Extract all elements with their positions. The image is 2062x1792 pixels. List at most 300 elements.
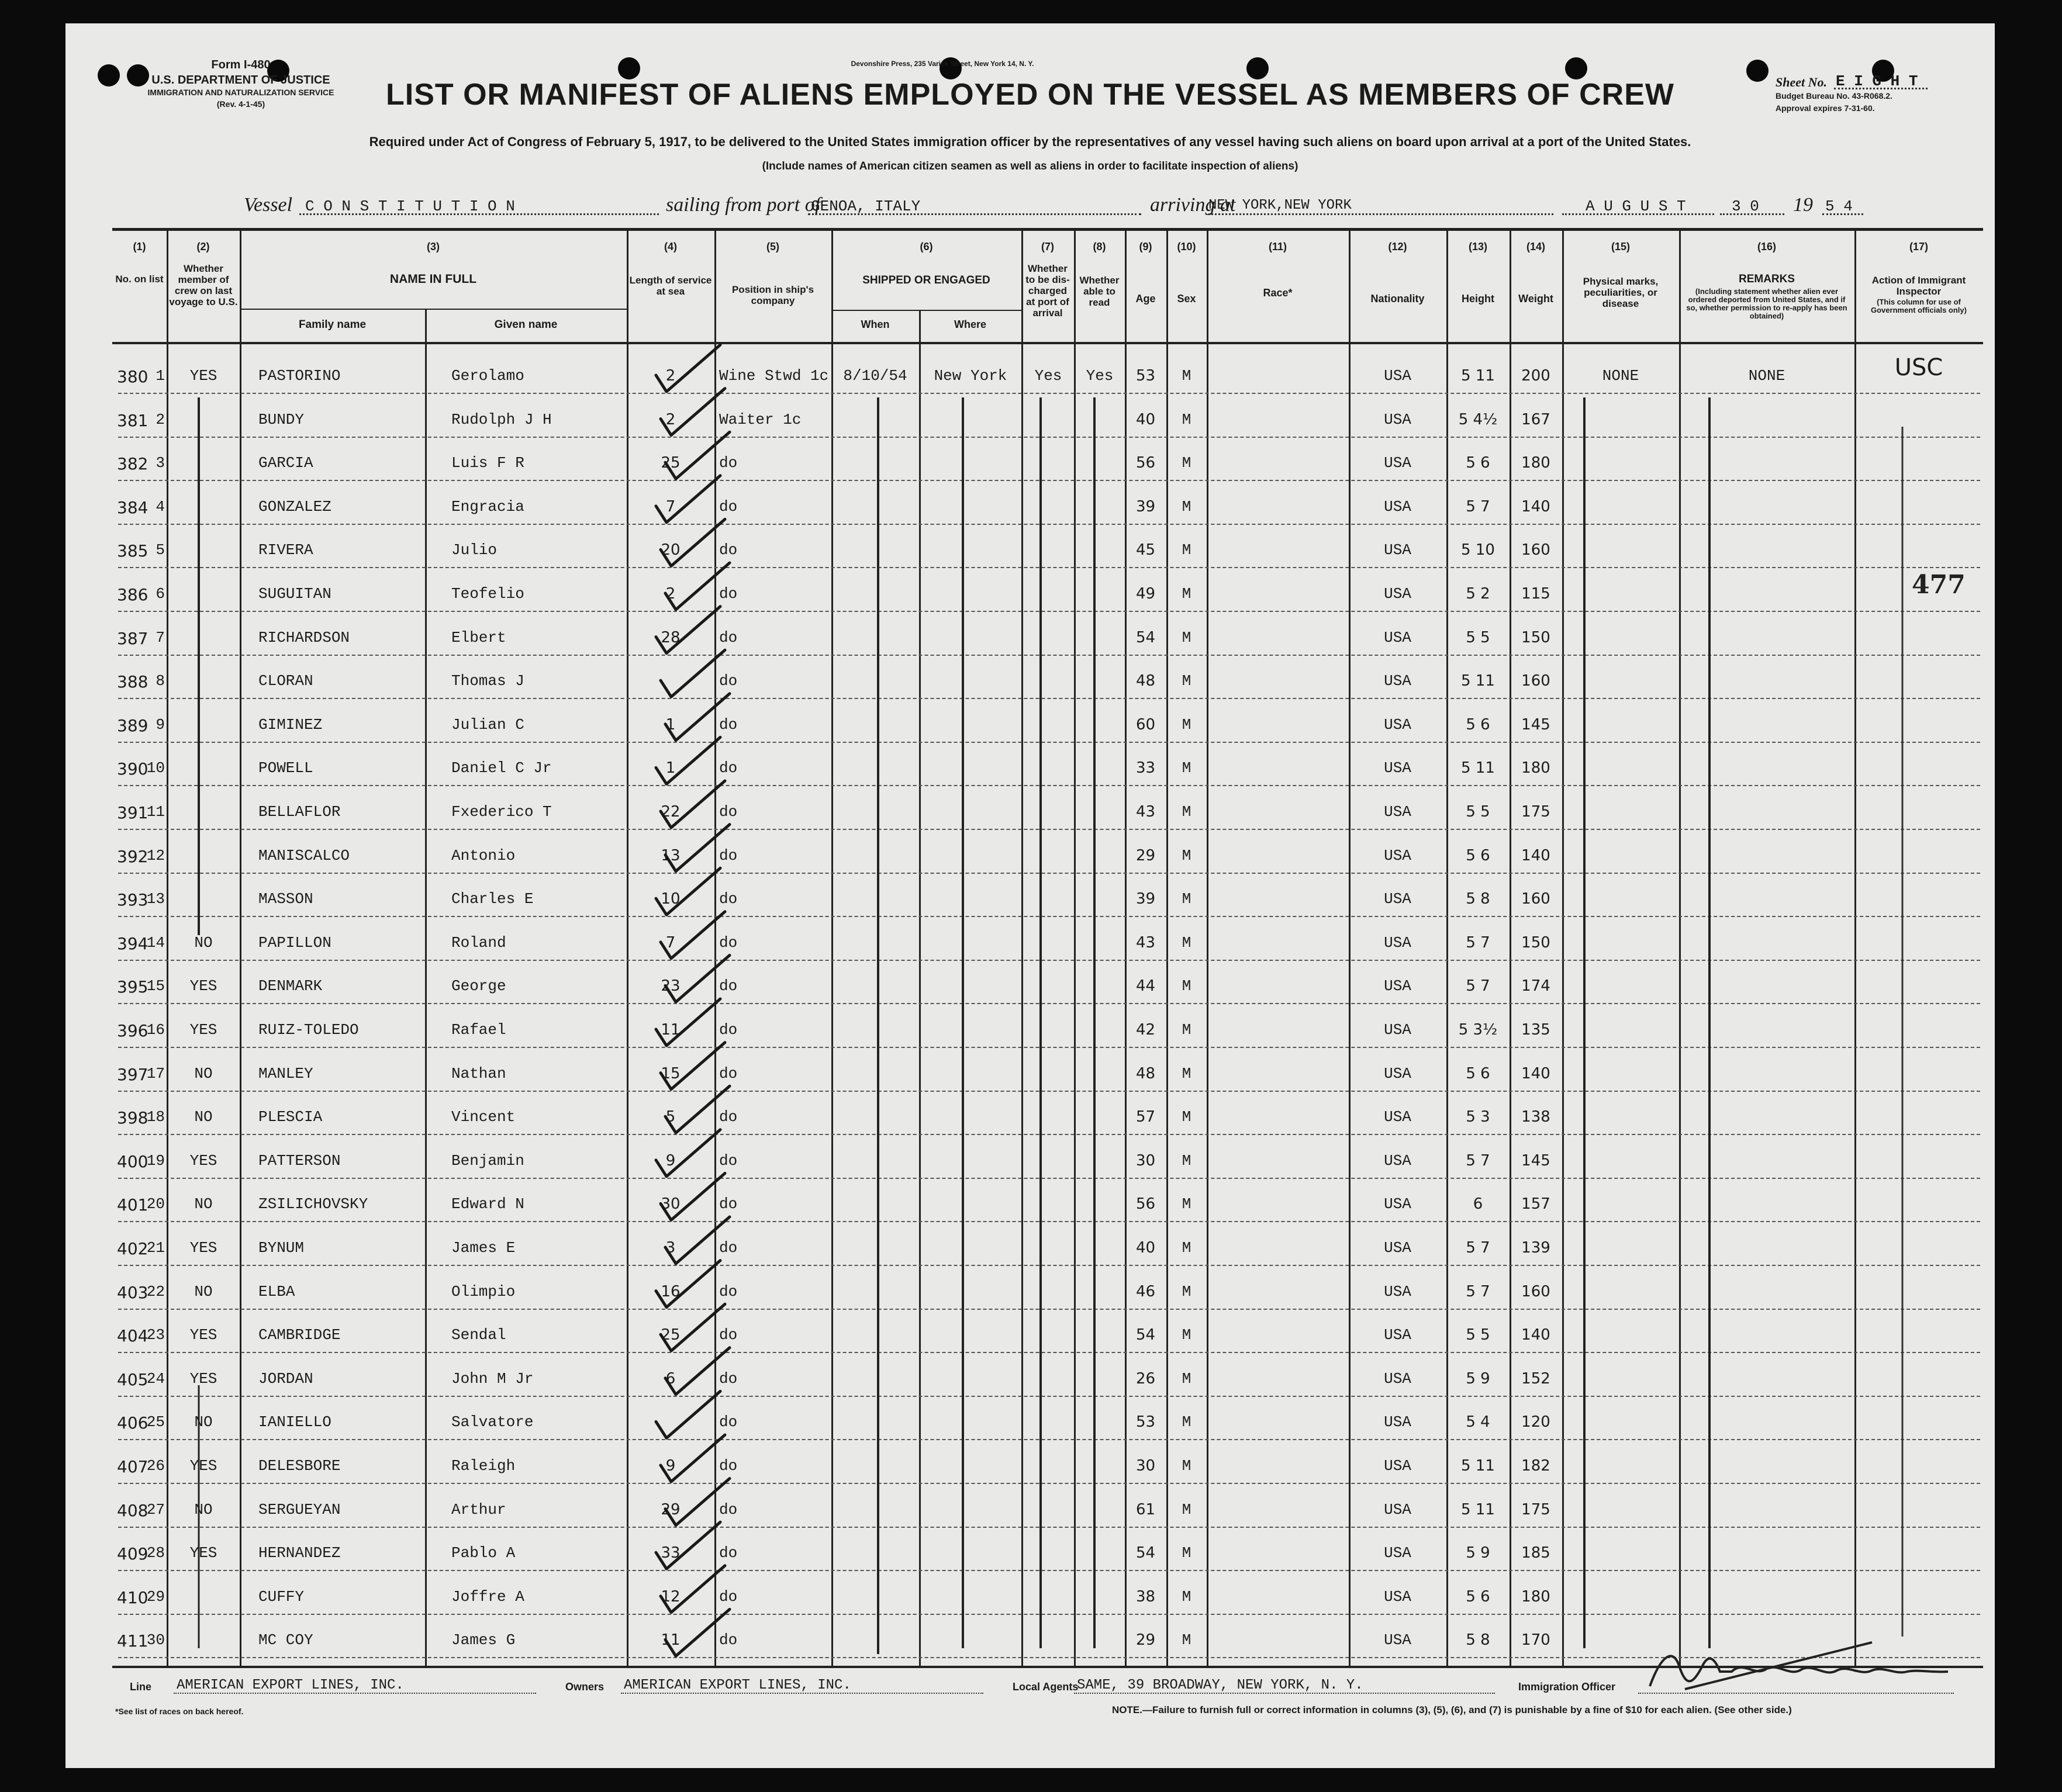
vessel-label: Vessel: [244, 194, 293, 216]
cell-height: 6: [1473, 1195, 1483, 1213]
cell-height: 5 5: [1466, 628, 1490, 646]
cell-service: 6: [665, 1369, 676, 1388]
colnum-3: (3): [427, 241, 440, 252]
cell-weight: 150: [1521, 933, 1550, 952]
budget-bureau: Budget Bureau No. 43-R068.2.: [1776, 91, 1892, 101]
cell-member: NO: [194, 1413, 213, 1431]
cell-weight: 180: [1521, 454, 1550, 472]
cell-no: 8: [156, 672, 165, 690]
cell-family: MASSON: [258, 890, 313, 908]
cell-list: 384: [117, 497, 148, 517]
cell-height: 5 11: [1461, 367, 1495, 385]
cell-service: 2: [665, 410, 676, 428]
year-prefix: 19: [1793, 194, 1813, 216]
cell-position: do: [719, 497, 738, 516]
cell-age: 53: [1135, 1413, 1156, 1431]
cell-family: DELESBORE: [258, 1457, 341, 1475]
cell-list: 403: [117, 1282, 148, 1302]
cell-given: Raleigh: [451, 1457, 516, 1475]
cell-nationality: USA: [1384, 1326, 1411, 1344]
cell-service: 15: [661, 1064, 681, 1082]
cell-position: do: [719, 1064, 738, 1082]
cell-list: 409: [117, 1544, 148, 1564]
cell-position: do: [719, 1021, 738, 1039]
cell-family: POWELL: [258, 759, 313, 777]
cell-sex: M: [1182, 1587, 1191, 1606]
cell-family: ELBA: [258, 1282, 295, 1300]
cell-given: Charles E: [451, 890, 534, 908]
cell-nationality: USA: [1384, 1108, 1411, 1126]
cell-weight: 160: [1521, 890, 1550, 908]
cell-member: YES: [189, 1544, 217, 1562]
cell-when: 8/10/54: [843, 367, 907, 385]
header-length-of-service: Length of service at sea: [629, 275, 712, 297]
check-mark: [656, 607, 720, 653]
cell-weight: 182: [1521, 1457, 1550, 1475]
cell-no: 22: [146, 1282, 165, 1300]
cell-service: 13: [661, 846, 681, 864]
colnum-9: (9): [1139, 241, 1152, 252]
cell-height: 5 2: [1466, 585, 1490, 603]
cell-no: 14: [146, 933, 165, 952]
cell-sex: M: [1182, 1064, 1191, 1082]
header-where: Where: [954, 319, 986, 330]
cell-position: do: [719, 541, 738, 559]
cell-member: NO: [194, 1282, 213, 1300]
cell-list: 386: [117, 585, 148, 604]
cell-height: 5 7: [1466, 977, 1490, 995]
port-to: NEW YORK,NEW YORK: [1208, 198, 1352, 213]
cell-position: do: [719, 1500, 738, 1518]
cell-member: NO: [194, 1195, 213, 1213]
check-mark: [665, 432, 730, 479]
cell-member: YES: [189, 367, 217, 385]
cell-position: do: [719, 977, 738, 995]
cell-list: 381: [117, 410, 148, 430]
cell-service: 20: [661, 541, 681, 559]
cell-age: 39: [1135, 497, 1156, 516]
cell-position: Waiter 1c: [719, 410, 802, 428]
cell-member: NO: [194, 933, 213, 952]
cell-height: 5 7: [1466, 1239, 1490, 1257]
cell-weight: 175: [1521, 803, 1550, 821]
cell-weight: 174: [1521, 977, 1550, 995]
cell-nationality: USA: [1384, 1500, 1411, 1518]
cell-age: 54: [1135, 1544, 1156, 1562]
header-sex: Sex: [1177, 293, 1196, 305]
cell-family: HERNANDEZ: [258, 1544, 341, 1562]
form-revision: (Rev. 4-1-45): [216, 99, 265, 109]
cell-given: Olimpio: [451, 1282, 516, 1300]
cell-member: NO: [194, 1500, 213, 1518]
cell-position: do: [719, 1151, 738, 1170]
cell-given: Teofelio: [451, 585, 524, 603]
check-mark: [661, 912, 725, 959]
colnum-4: (4): [664, 241, 677, 252]
cell-height: 5 3½: [1458, 1021, 1498, 1039]
cell-list: 402: [117, 1239, 148, 1258]
cell-no: 11: [146, 803, 165, 821]
cell-weight: 138: [1521, 1108, 1550, 1126]
cell-weight: 120: [1521, 1413, 1550, 1431]
cell-sex: M: [1182, 1151, 1191, 1170]
check-mark: [661, 1173, 725, 1220]
check-mark: [665, 955, 730, 1002]
cell-family: RUIZ-TOLEDO: [258, 1021, 359, 1039]
cell-no: 4: [156, 497, 165, 516]
cell-position: do: [719, 585, 738, 603]
cell-weight: 140: [1521, 497, 1550, 516]
cell-list: 382: [117, 454, 148, 474]
cell-family: PASTORINO: [258, 367, 341, 385]
cell-family: DENMARK: [258, 977, 323, 995]
cell-no: 27: [146, 1500, 165, 1518]
cell-height: 5 6: [1466, 846, 1490, 864]
cell-sex: M: [1182, 628, 1191, 646]
cell-nationality: USA: [1384, 585, 1411, 603]
cell-family: GARCIA: [258, 454, 313, 472]
cell-age: 60: [1135, 715, 1156, 734]
colnum-2: (2): [196, 241, 210, 252]
header-remarks-note: (Including statement whether alien ever ordered deported from United States, and if so, whether permission to re-apply has been obtained): [1686, 287, 1847, 320]
form-subnote: (Include names of American citizen seamen as well as aliens in order to facilitate inspection of aliens): [762, 160, 1298, 172]
cell-height: 5 6: [1466, 715, 1490, 734]
cell-no: 6: [156, 585, 165, 603]
cell-height: 5 11: [1461, 672, 1495, 690]
cell-sex: M: [1182, 1239, 1191, 1257]
cell-position: do: [719, 1413, 738, 1431]
cell-list: 385: [117, 541, 148, 561]
cell-family: MANLEY: [258, 1064, 313, 1082]
cell-nationality: USA: [1384, 541, 1411, 559]
cell-family: GIMINEZ: [258, 715, 323, 734]
cell-no: 28: [146, 1544, 165, 1562]
cell-nationality: USA: [1384, 1282, 1411, 1300]
header-age: Age: [1135, 293, 1156, 305]
form-subtitle: Required under Act of Congress of February 5, 1917, to be delivered to the United States immigration officer by the representatives of any vessel having such aliens on board upon arrival at a port of the United States.: [369, 134, 1691, 149]
manifest-sheet: [65, 23, 1995, 1768]
cell-service: 12: [661, 1587, 681, 1606]
cell-no: 18: [146, 1108, 165, 1126]
header-name-in-full: NAME IN FULL: [389, 272, 477, 286]
cell-list: 380: [117, 367, 148, 386]
cell-weight: 167: [1521, 410, 1550, 428]
cell-nationality: USA: [1384, 1064, 1411, 1082]
cell-family: RIVERA: [258, 541, 313, 559]
cell-sex: M: [1182, 454, 1191, 472]
cell-age: 26: [1135, 1369, 1156, 1388]
header-position: Position in ship's company: [731, 284, 814, 306]
cell-service: 11: [661, 1021, 681, 1039]
cell-sex: M: [1182, 497, 1191, 516]
cell-list: 411: [117, 1631, 148, 1651]
cell-position: do: [719, 1282, 738, 1300]
cell-height: 5 9: [1466, 1369, 1490, 1388]
cell-given: Benjamin: [451, 1151, 524, 1170]
header-no-on-list: No. on list: [115, 274, 164, 285]
cell-given: Engracia: [451, 497, 524, 516]
cell-family: SUGUITAN: [258, 585, 331, 603]
sailing-label: sailing from port of: [666, 194, 821, 216]
cell-member: YES: [189, 1369, 217, 1388]
cell-list: 389: [117, 715, 148, 735]
cell-position: do: [719, 454, 738, 472]
cell-sex: M: [1182, 410, 1191, 428]
races-footnote: *See list of races on back hereof.: [115, 1707, 244, 1716]
colnum-7: (7): [1041, 241, 1054, 252]
check-mark: [661, 650, 725, 697]
cell-sex: M: [1182, 585, 1191, 603]
cell-remarks: NONE: [1748, 367, 1785, 385]
arrival-month: A U G U S T: [1586, 198, 1686, 215]
cell-no: 24: [146, 1369, 165, 1388]
check-mark: [656, 1130, 720, 1177]
cell-position: do: [719, 1239, 738, 1257]
header-action-note: (This column for use of Government officials only): [1871, 297, 1967, 314]
colnum-13: (13): [1468, 241, 1487, 252]
colnum-11: (11): [1268, 241, 1287, 252]
cell-member: YES: [189, 1326, 217, 1344]
check-mark: [661, 389, 725, 435]
officer-signature: [1638, 1631, 1966, 1701]
cell-height: 5 5: [1466, 803, 1490, 821]
cell-sex: M: [1182, 1195, 1191, 1213]
cell-height: 5 3: [1466, 1108, 1490, 1126]
cell-given: James E: [451, 1239, 516, 1257]
check-mark: [656, 1391, 720, 1438]
cell-age: 57: [1135, 1108, 1156, 1126]
check-mark: [661, 781, 725, 828]
cell-family: PLESCIA: [258, 1108, 323, 1126]
cell-service: 2: [665, 585, 676, 603]
cell-age: 48: [1135, 672, 1156, 690]
cell-family: GONZALEZ: [258, 497, 331, 516]
cell-discharged: Yes: [1034, 367, 1062, 385]
cell-height: 5 10: [1461, 541, 1495, 559]
cell-no: 9: [156, 715, 165, 734]
footer-line-value: AMERICAN EXPORT LINES, INC.: [177, 1677, 404, 1693]
colnum-10: (10): [1177, 241, 1196, 252]
check-mark: [656, 476, 720, 523]
cell-age: 38: [1135, 1587, 1156, 1606]
cell-nationality: USA: [1384, 1631, 1411, 1649]
cell-given: Sendal: [451, 1326, 506, 1344]
cell-list: 388: [117, 672, 148, 692]
cell-age: 43: [1135, 803, 1156, 821]
cell-weight: 160: [1521, 672, 1550, 690]
check-mark: [665, 563, 730, 610]
cell-member: YES: [189, 1021, 217, 1039]
colnum-6: (6): [920, 241, 933, 252]
cell-no: 7: [156, 628, 165, 646]
cell-sex: M: [1182, 977, 1191, 995]
cell-list: 406: [117, 1413, 148, 1433]
cell-nationality: USA: [1384, 759, 1411, 777]
cell-height: 5 8: [1466, 1631, 1490, 1649]
cell-member: YES: [189, 977, 217, 995]
cell-service: 9: [665, 1151, 676, 1170]
check-marks: [65, 23, 1995, 1768]
cell-position: do: [719, 715, 738, 734]
footer-line-label: Line: [130, 1681, 152, 1693]
cell-given: Julian C: [451, 715, 524, 734]
cell-height: 5 7: [1466, 497, 1490, 516]
cell-given: Thomas J: [451, 672, 524, 690]
cell-no: 19: [146, 1151, 165, 1170]
header-given-name: Given name: [494, 319, 558, 331]
cell-list: 401: [117, 1195, 148, 1215]
cell-given: Pablo A: [451, 1544, 516, 1562]
cell-service: 3: [665, 1239, 676, 1257]
cell-service: 25: [661, 1326, 681, 1344]
colnum-15: (15): [1611, 241, 1630, 252]
cell-height: 5 6: [1466, 1587, 1490, 1606]
cell-weight: 140: [1521, 846, 1550, 864]
cell-nationality: USA: [1384, 1021, 1411, 1039]
sheet-number: E I G H T: [1836, 72, 1918, 90]
cell-no: 30: [146, 1631, 165, 1649]
check-mark: [661, 1435, 725, 1482]
cell-position: do: [719, 1108, 738, 1126]
cell-position: do: [719, 1457, 738, 1475]
cell-list: 397: [117, 1064, 148, 1084]
approval-expiry: Approval expires 7-31-60.: [1776, 103, 1875, 113]
cell-family: BUNDY: [258, 410, 305, 428]
cell-age: 54: [1135, 628, 1156, 646]
cell-position: do: [719, 1195, 738, 1213]
header-shipped-or-engaged: SHIPPED OR ENGAGED: [862, 274, 990, 286]
cell-list: 392: [117, 846, 148, 866]
cell-list: 387: [117, 628, 148, 648]
check-mark: [656, 999, 720, 1046]
printer-credit: Devonshire Press, 235 Varick Street, New York 14, N. Y.: [851, 60, 1034, 68]
cell-service: 23: [661, 977, 681, 995]
cell-height: 5 7: [1466, 933, 1490, 952]
cell-no: 16: [146, 1021, 165, 1039]
cell-nationality: USA: [1384, 410, 1411, 428]
check-mark: [665, 694, 730, 741]
cell-nationality: USA: [1384, 1195, 1411, 1213]
cell-family: IANIELLO: [258, 1413, 331, 1431]
check-mark: [665, 1217, 730, 1264]
cell-family: MC COY: [258, 1631, 313, 1649]
cell-weight: 157: [1521, 1195, 1550, 1213]
cell-age: 40: [1135, 1239, 1156, 1257]
cell-no: 3: [156, 454, 165, 472]
cell-age: 53: [1135, 367, 1156, 385]
cell-no: 10: [146, 759, 165, 777]
cell-weight: 185: [1521, 1544, 1550, 1562]
cell-position: do: [719, 1631, 738, 1649]
cell-no: 26: [146, 1457, 165, 1475]
check-mark: [656, 737, 720, 784]
header-when: When: [861, 319, 890, 330]
cell-height: 5 11: [1461, 759, 1495, 777]
arriving-label: arriving at: [1150, 194, 1236, 216]
cell-no: 17: [146, 1064, 165, 1082]
cell-height: 5 7: [1466, 1282, 1490, 1300]
form-number: Form I-480: [211, 58, 271, 71]
cell-given: Joffre A: [451, 1587, 524, 1606]
cell-physical: NONE: [1602, 367, 1639, 385]
cell-nationality: USA: [1384, 497, 1411, 516]
cell-given: Arthur: [451, 1500, 506, 1518]
footer-agents-value: SAME, 39 BROADWAY, NEW YORK, N. Y.: [1077, 1677, 1363, 1693]
check-mark: [661, 1043, 725, 1089]
cell-weight: 170: [1521, 1631, 1550, 1649]
cell-list: 395: [117, 977, 148, 997]
header-race: Race*: [1263, 287, 1293, 299]
cell-list: 390: [117, 759, 148, 779]
cell-sex: M: [1182, 541, 1191, 559]
cell-weight: 140: [1521, 1326, 1550, 1344]
colnum-17: (17): [1909, 241, 1928, 252]
cell-position: do: [719, 890, 738, 908]
cell-given: Edward N: [451, 1195, 524, 1213]
cell-weight: 180: [1521, 1587, 1550, 1606]
cell-age: 45: [1135, 541, 1156, 559]
cell-given: Nathan: [451, 1064, 506, 1082]
service-name: IMMIGRATION AND NATURALIZATION SERVICE: [147, 88, 334, 97]
cell-list: 391: [117, 803, 148, 822]
cell-service: 11: [661, 1631, 681, 1649]
cell-age: 61: [1135, 1500, 1156, 1518]
cell-age: 54: [1135, 1326, 1156, 1344]
cell-service: 16: [661, 1282, 681, 1300]
cell-sex: M: [1182, 1413, 1191, 1431]
check-mark: [665, 1609, 730, 1656]
check-mark: [665, 825, 730, 871]
cell-age: 48: [1135, 1064, 1156, 1082]
cell-nationality: USA: [1384, 672, 1411, 690]
cell-member: NO: [194, 1108, 213, 1126]
cell-read: Yes: [1086, 367, 1114, 385]
cell-service: 22: [661, 803, 681, 821]
cell-nationality: USA: [1384, 715, 1411, 734]
cell-nationality: USA: [1384, 1587, 1411, 1606]
footer-owners-value: AMERICAN EXPORT LINES, INC.: [624, 1677, 851, 1693]
cell-weight: 145: [1521, 1151, 1550, 1170]
cell-age: 29: [1135, 846, 1156, 864]
cell-given: Gerolamo: [451, 367, 524, 385]
cell-age: 42: [1135, 1021, 1156, 1039]
cell-age: 30: [1135, 1457, 1156, 1475]
cell-given: Fxederico T: [451, 803, 552, 821]
cell-nationality: USA: [1384, 1369, 1411, 1388]
cell-list: 396: [117, 1021, 148, 1040]
cell-no: 12: [146, 846, 165, 864]
cell-no: 5: [156, 541, 165, 559]
cell-height: 5 11: [1461, 1457, 1495, 1475]
cell-weight: 115: [1521, 585, 1550, 603]
cell-position: do: [719, 1326, 738, 1344]
colnum-14: (14): [1526, 241, 1545, 252]
cell-service: 7: [665, 933, 676, 952]
cell-service: 33: [661, 1544, 681, 1562]
cell-position: do: [719, 1544, 738, 1562]
cell-no: 13: [146, 890, 165, 908]
cell-age: 39: [1135, 890, 1156, 908]
cell-position: do: [719, 846, 738, 864]
cell-sex: M: [1182, 933, 1191, 952]
header-discharged: Whether to be dis-charged at port of arrival: [1025, 263, 1070, 319]
cell-height: 5 4: [1466, 1413, 1490, 1431]
cell-family: RICHARDSON: [258, 628, 350, 646]
cell-age: 30: [1135, 1151, 1156, 1170]
year-suffix: 5 4: [1825, 198, 1853, 215]
cell-position: do: [719, 803, 738, 821]
check-mark: [665, 1348, 730, 1395]
